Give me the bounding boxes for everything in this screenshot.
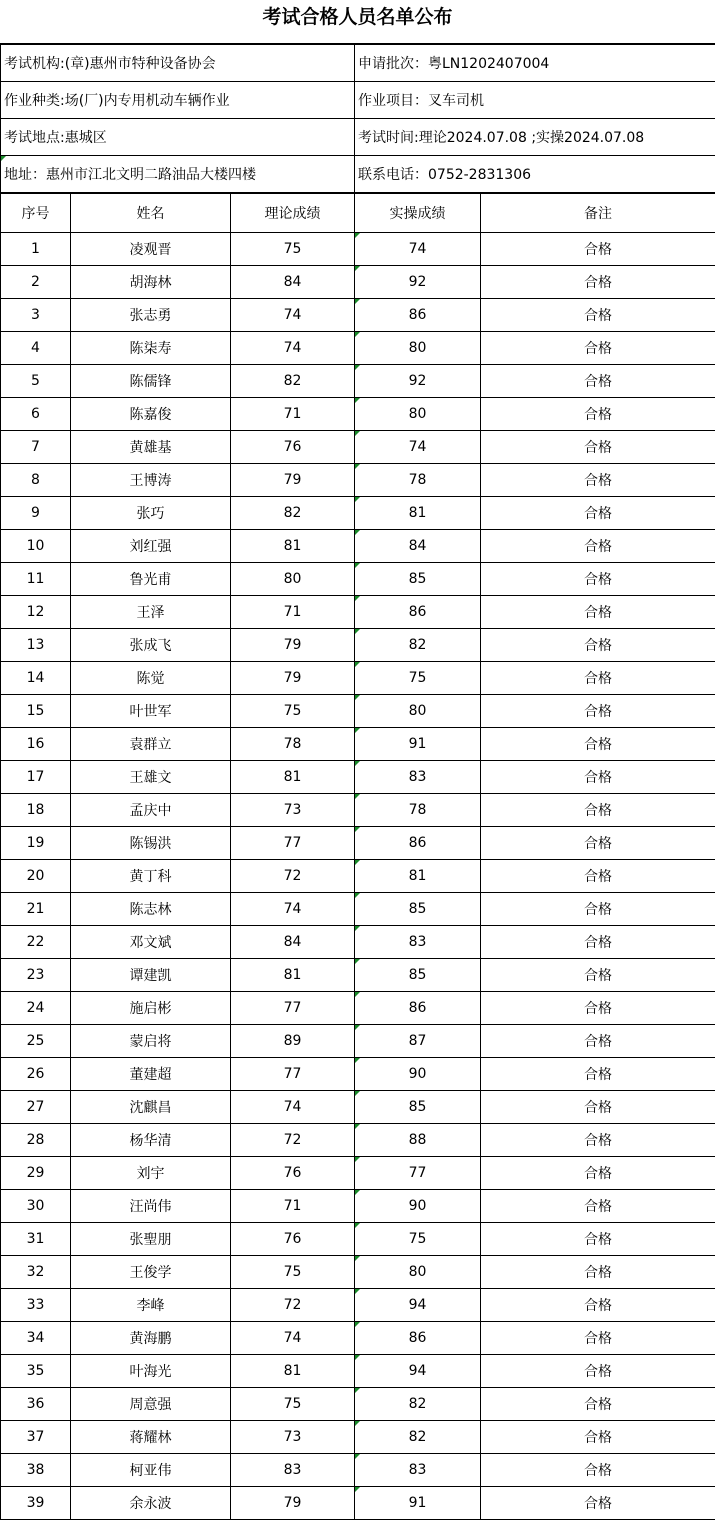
table-row [1, 1190, 715, 1223]
cell-index: 13 [1, 629, 71, 662]
cell-theory-score: 74 [231, 299, 355, 332]
table-row [1, 1256, 715, 1289]
cell-name: 凌观晋 [71, 233, 231, 266]
cell-theory-score: 81 [231, 1355, 355, 1388]
cell-theory-score: 75 [231, 233, 355, 266]
cell-index: 23 [1, 959, 71, 992]
cell-name: 胡海林 [71, 266, 231, 299]
cell-remark: 合格 [481, 893, 715, 926]
cell-index: 22 [1, 926, 71, 959]
cell-theory-score: 79 [231, 629, 355, 662]
cell-index: 20 [1, 860, 71, 893]
cell-index: 21 [1, 893, 71, 926]
cell-remark: 合格 [481, 332, 715, 365]
cell-practical-score: 83 [355, 761, 481, 794]
info-table [0, 44, 715, 193]
cell-theory-score: 77 [231, 827, 355, 860]
table-row [1, 1025, 715, 1058]
cell-theory-score: 71 [231, 596, 355, 629]
cell-theory-score: 76 [231, 431, 355, 464]
cell-practical-score: 80 [355, 695, 481, 728]
cell-name: 陈嘉俊 [71, 398, 231, 431]
cell-remark: 合格 [481, 761, 715, 794]
table-row [1, 761, 715, 794]
cell-practical-score: 74 [355, 233, 481, 266]
cell-name: 陈儒锋 [71, 365, 231, 398]
cell-remark: 合格 [481, 497, 715, 530]
cell-theory-score: 75 [231, 1256, 355, 1289]
cell-practical-score: 88 [355, 1124, 481, 1157]
table-row [1, 728, 715, 761]
cell-theory-score: 74 [231, 893, 355, 926]
cell-theory-score: 84 [231, 926, 355, 959]
cell-remark: 合格 [481, 728, 715, 761]
cell-name: 施启彬 [71, 992, 231, 1025]
cell-practical-score: 85 [355, 959, 481, 992]
cell-remark: 合格 [481, 959, 715, 992]
cell-name: 张巧 [71, 497, 231, 530]
project-cell: 作业项目：叉车司机 [355, 82, 715, 119]
cell-index: 9 [1, 497, 71, 530]
table-row [1, 563, 715, 596]
cell-name: 谭建凯 [71, 959, 231, 992]
table-row [1, 695, 715, 728]
cell-theory-score: 75 [231, 1388, 355, 1421]
cell-theory-score: 83 [231, 1454, 355, 1487]
cell-name: 孟庆中 [71, 794, 231, 827]
cell-theory-score: 76 [231, 1157, 355, 1190]
cell-name: 陈志林 [71, 893, 231, 926]
cell-index: 18 [1, 794, 71, 827]
cell-index: 3 [1, 299, 71, 332]
cell-name: 李峰 [71, 1289, 231, 1322]
table-row [1, 629, 715, 662]
cell-practical-score: 82 [355, 629, 481, 662]
phone-cell: 联系电话：0752-2831306 [355, 156, 715, 193]
table-row [1, 497, 715, 530]
table-header-row [1, 194, 715, 233]
table-row [1, 299, 715, 332]
cell-name: 王泽 [71, 596, 231, 629]
cell-name: 刘红强 [71, 530, 231, 563]
cell-name: 陈锡洪 [71, 827, 231, 860]
cell-remark: 合格 [481, 695, 715, 728]
table-row [1, 794, 715, 827]
cell-practical-score: 86 [355, 992, 481, 1025]
cell-index: 10 [1, 530, 71, 563]
cell-index: 26 [1, 1058, 71, 1091]
cell-theory-score: 77 [231, 1058, 355, 1091]
cell-remark: 合格 [481, 299, 715, 332]
cell-practical-score: 85 [355, 563, 481, 596]
batch-cell: 申请批次：粤LN1202407004 [355, 45, 715, 82]
cell-theory-score: 76 [231, 1223, 355, 1256]
cell-index: 11 [1, 563, 71, 596]
cell-name: 余永波 [71, 1487, 231, 1520]
table-row [1, 1124, 715, 1157]
cell-remark: 合格 [481, 266, 715, 299]
cell-index: 16 [1, 728, 71, 761]
cell-theory-score: 80 [231, 563, 355, 596]
column-header-index: 序号 [1, 194, 71, 233]
cell-remark: 合格 [481, 1322, 715, 1355]
table-row [1, 860, 715, 893]
cell-remark: 合格 [481, 1256, 715, 1289]
results-table [0, 193, 715, 1520]
cell-name: 叶世军 [71, 695, 231, 728]
info-row [1, 119, 715, 156]
cell-remark: 合格 [481, 1487, 715, 1520]
cell-index: 7 [1, 431, 71, 464]
table-row [1, 1421, 715, 1454]
table-row [1, 827, 715, 860]
cell-remark: 合格 [481, 1223, 715, 1256]
cell-index: 38 [1, 1454, 71, 1487]
column-header-remark: 备注 [481, 194, 715, 233]
cell-practical-score: 83 [355, 1454, 481, 1487]
table-row [1, 959, 715, 992]
cell-practical-score: 94 [355, 1289, 481, 1322]
table-row [1, 596, 715, 629]
cell-index: 12 [1, 596, 71, 629]
category-cell: 作业种类:场(厂)内专用机动车辆作业 [1, 82, 355, 119]
cell-index: 30 [1, 1190, 71, 1223]
table-row [1, 1058, 715, 1091]
cell-theory-score: 73 [231, 1421, 355, 1454]
page-title: 考试合格人员名单公布 [0, 0, 715, 44]
cell-practical-score: 92 [355, 266, 481, 299]
cell-practical-score: 80 [355, 398, 481, 431]
table-row [1, 1091, 715, 1124]
cell-remark: 合格 [481, 398, 715, 431]
cell-remark: 合格 [481, 233, 715, 266]
table-row [1, 1289, 715, 1322]
cell-practical-score: 86 [355, 1322, 481, 1355]
cell-practical-score: 86 [355, 596, 481, 629]
table-row [1, 266, 715, 299]
location-cell: 考试地点:惠城区 [1, 119, 355, 156]
cell-practical-score: 86 [355, 827, 481, 860]
cell-name: 柯亚伟 [71, 1454, 231, 1487]
cell-index: 17 [1, 761, 71, 794]
table-row [1, 1355, 715, 1388]
cell-name: 黄丁科 [71, 860, 231, 893]
cell-index: 27 [1, 1091, 71, 1124]
table-row [1, 530, 715, 563]
cell-remark: 合格 [481, 563, 715, 596]
cell-theory-score: 79 [231, 464, 355, 497]
cell-theory-score: 71 [231, 398, 355, 431]
table-row [1, 662, 715, 695]
cell-index: 4 [1, 332, 71, 365]
cell-practical-score: 75 [355, 1223, 481, 1256]
table-row [1, 1454, 715, 1487]
cell-practical-score: 84 [355, 530, 481, 563]
cell-theory-score: 72 [231, 1289, 355, 1322]
cell-index: 15 [1, 695, 71, 728]
cell-name: 刘宇 [71, 1157, 231, 1190]
cell-remark: 合格 [481, 1157, 715, 1190]
cell-name: 蒋耀林 [71, 1421, 231, 1454]
cell-theory-score: 71 [231, 1190, 355, 1223]
cell-practical-score: 90 [355, 1190, 481, 1223]
cell-practical-score: 94 [355, 1355, 481, 1388]
column-header-name: 姓名 [71, 194, 231, 233]
cell-name: 王俊学 [71, 1256, 231, 1289]
cell-practical-score: 80 [355, 1256, 481, 1289]
cell-index: 6 [1, 398, 71, 431]
table-body [1, 233, 715, 1520]
cell-index: 24 [1, 992, 71, 1025]
table-row [1, 1322, 715, 1355]
cell-name: 沈麒昌 [71, 1091, 231, 1124]
cell-remark: 合格 [481, 629, 715, 662]
cell-practical-score: 81 [355, 860, 481, 893]
cell-practical-score: 81 [355, 497, 481, 530]
cell-theory-score: 81 [231, 761, 355, 794]
cell-index: 2 [1, 266, 71, 299]
cell-practical-score: 86 [355, 299, 481, 332]
cell-name: 周意强 [71, 1388, 231, 1421]
cell-theory-score: 81 [231, 530, 355, 563]
cell-index: 14 [1, 662, 71, 695]
cell-practical-score: 91 [355, 728, 481, 761]
cell-practical-score: 83 [355, 926, 481, 959]
cell-practical-score: 92 [355, 365, 481, 398]
cell-practical-score: 82 [355, 1421, 481, 1454]
cell-remark: 合格 [481, 827, 715, 860]
table-row [1, 1157, 715, 1190]
table-row [1, 332, 715, 365]
cell-practical-score: 75 [355, 662, 481, 695]
cell-theory-score: 84 [231, 266, 355, 299]
cell-index: 29 [1, 1157, 71, 1190]
info-row [1, 156, 715, 193]
cell-index: 32 [1, 1256, 71, 1289]
cell-name: 张聖朋 [71, 1223, 231, 1256]
cell-practical-score: 77 [355, 1157, 481, 1190]
cell-index: 19 [1, 827, 71, 860]
cell-index: 8 [1, 464, 71, 497]
cell-theory-score: 74 [231, 1322, 355, 1355]
cell-theory-score: 74 [231, 1091, 355, 1124]
cell-name: 王雄文 [71, 761, 231, 794]
institution-cell: 考试机构:(章)惠州市特种设备协会 [1, 45, 355, 82]
cell-theory-score: 81 [231, 959, 355, 992]
table-row [1, 926, 715, 959]
cell-name: 董建超 [71, 1058, 231, 1091]
cell-remark: 合格 [481, 431, 715, 464]
cell-name: 鲁光甫 [71, 563, 231, 596]
cell-name: 黄雄基 [71, 431, 231, 464]
cell-practical-score: 78 [355, 464, 481, 497]
address-cell: 地址：惠州市江北文明二路油品大楼四楼 [1, 156, 355, 193]
cell-name: 邓文斌 [71, 926, 231, 959]
table-row [1, 893, 715, 926]
cell-index: 34 [1, 1322, 71, 1355]
cell-remark: 合格 [481, 1091, 715, 1124]
cell-index: 33 [1, 1289, 71, 1322]
cell-theory-score: 74 [231, 332, 355, 365]
cell-practical-score: 74 [355, 431, 481, 464]
cell-remark: 合格 [481, 1190, 715, 1223]
cell-name: 叶海光 [71, 1355, 231, 1388]
table-row [1, 398, 715, 431]
cell-name: 汪尚伟 [71, 1190, 231, 1223]
cell-remark: 合格 [481, 464, 715, 497]
cell-index: 28 [1, 1124, 71, 1157]
cell-theory-score: 79 [231, 662, 355, 695]
cell-name: 王博涛 [71, 464, 231, 497]
cell-practical-score: 85 [355, 1091, 481, 1124]
cell-index: 5 [1, 365, 71, 398]
cell-index: 36 [1, 1388, 71, 1421]
cell-name: 张成飞 [71, 629, 231, 662]
cell-remark: 合格 [481, 662, 715, 695]
cell-name: 陈柒寿 [71, 332, 231, 365]
cell-name: 袁群立 [71, 728, 231, 761]
table-row [1, 365, 715, 398]
column-header-practical: 实操成绩 [355, 194, 481, 233]
cell-theory-score: 72 [231, 860, 355, 893]
cell-remark: 合格 [481, 1388, 715, 1421]
cell-remark: 合格 [481, 794, 715, 827]
cell-index: 25 [1, 1025, 71, 1058]
table-row [1, 1223, 715, 1256]
column-header-theory: 理论成绩 [231, 194, 355, 233]
cell-index: 39 [1, 1487, 71, 1520]
cell-remark: 合格 [481, 1355, 715, 1388]
cell-practical-score: 87 [355, 1025, 481, 1058]
cell-name: 黄海鹏 [71, 1322, 231, 1355]
cell-remark: 合格 [481, 926, 715, 959]
cell-name: 陈觉 [71, 662, 231, 695]
cell-index: 31 [1, 1223, 71, 1256]
cell-practical-score: 85 [355, 893, 481, 926]
cell-name: 张志勇 [71, 299, 231, 332]
cell-theory-score: 82 [231, 497, 355, 530]
cell-practical-score: 82 [355, 1388, 481, 1421]
info-row [1, 45, 715, 82]
cell-theory-score: 77 [231, 992, 355, 1025]
cell-theory-score: 79 [231, 1487, 355, 1520]
cell-remark: 合格 [481, 1454, 715, 1487]
table-row [1, 1388, 715, 1421]
cell-remark: 合格 [481, 365, 715, 398]
cell-practical-score: 90 [355, 1058, 481, 1091]
cell-practical-score: 91 [355, 1487, 481, 1520]
cell-remark: 合格 [481, 992, 715, 1025]
table-row [1, 464, 715, 497]
info-row [1, 82, 715, 119]
cell-remark: 合格 [481, 530, 715, 563]
cell-theory-score: 89 [231, 1025, 355, 1058]
cell-name: 蒙启将 [71, 1025, 231, 1058]
table-row [1, 431, 715, 464]
cell-remark: 合格 [481, 1025, 715, 1058]
cell-remark: 合格 [481, 1124, 715, 1157]
cell-index: 37 [1, 1421, 71, 1454]
cell-remark: 合格 [481, 860, 715, 893]
cell-theory-score: 78 [231, 728, 355, 761]
cell-name: 杨华清 [71, 1124, 231, 1157]
cell-remark: 合格 [481, 1421, 715, 1454]
cell-remark: 合格 [481, 1289, 715, 1322]
cell-remark: 合格 [481, 596, 715, 629]
cell-theory-score: 75 [231, 695, 355, 728]
table-row [1, 233, 715, 266]
cell-index: 35 [1, 1355, 71, 1388]
cell-practical-score: 80 [355, 332, 481, 365]
cell-theory-score: 72 [231, 1124, 355, 1157]
cell-index: 1 [1, 233, 71, 266]
cell-theory-score: 73 [231, 794, 355, 827]
exam-time-cell: 考试时间:理论2024.07.08 ;实操2024.07.08 [355, 119, 715, 156]
cell-remark: 合格 [481, 1058, 715, 1091]
table-row [1, 1487, 715, 1520]
table-row [1, 992, 715, 1025]
cell-practical-score: 78 [355, 794, 481, 827]
cell-theory-score: 82 [231, 365, 355, 398]
